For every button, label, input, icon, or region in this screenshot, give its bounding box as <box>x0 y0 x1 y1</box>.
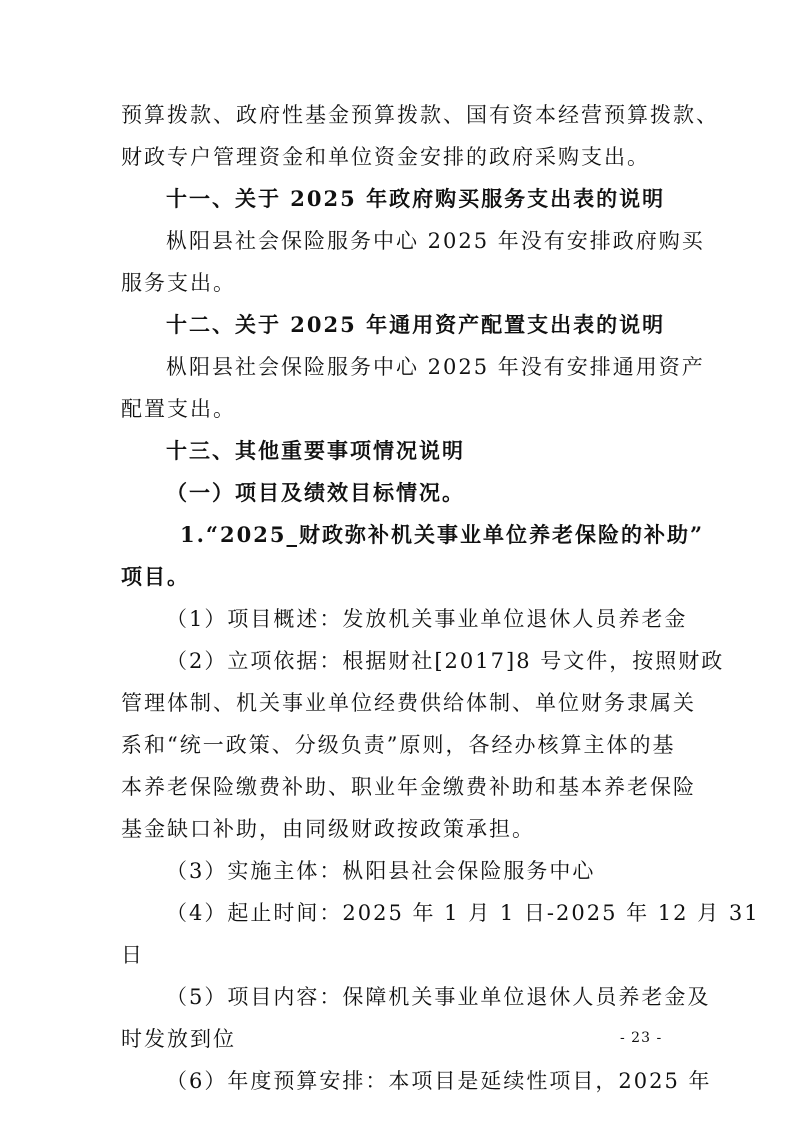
body-text-line: 服务支出。 <box>121 271 236 295</box>
body-text-line: 日 <box>121 943 144 967</box>
item-overview: （1）项目概述：发放机关事业单位退休人员养老金 <box>166 607 688 631</box>
body-text-line: 枞阳县社会保险服务中心 2025 年没有安排政府购买 <box>166 229 705 253</box>
body-text-line: 本养老保险缴费补助、职业年金缴费补助和基本养老保险 <box>121 775 696 799</box>
body-text-line: 时发放到位 <box>121 1027 236 1051</box>
section-heading-12: 十二、关于 2025 年通用资产配置支出表的说明 <box>166 312 666 337</box>
item-budget: （6）年度预算安排：本项目是延续性项目，2025 年 <box>166 1069 712 1093</box>
item-basis: （2）立项依据：根据财社[2017]8 号文件，按照财政 <box>166 649 725 673</box>
subsection-heading: （一）项目及绩效目标情况。 <box>166 480 465 505</box>
page-number: - 23 - <box>620 1030 663 1046</box>
project-title-continued: 项目。 <box>121 564 190 589</box>
item-content: （5）项目内容：保障机关事业单位退休人员养老金及 <box>166 985 711 1009</box>
body-text-line: 枞阳县社会保险服务中心 2025 年没有安排通用资产 <box>166 355 705 379</box>
body-text-line: 管理体制、机关事业单位经费供给体制、单位财务隶属关 <box>121 691 696 715</box>
project-title: 1.“2025_财政弥补机关事业单位养老保险的补助” <box>180 522 705 547</box>
body-text-line: 财政专户管理资金和单位资金安排的政府采购支出。 <box>121 145 650 169</box>
body-text-line: 系和“统一政策、分级负责”原则，各经办核算主体的基 <box>121 733 676 757</box>
section-heading-11: 十一、关于 2025 年政府购买服务支出表的说明 <box>166 186 666 211</box>
body-text-line: 基金缺口补助，由同级财政按政策承担。 <box>121 817 535 841</box>
section-heading-13: 十三、其他重要事项情况说明 <box>166 438 465 463</box>
body-text-line: 配置支出。 <box>121 397 236 421</box>
item-implementer: （3）实施主体：枞阳县社会保险服务中心 <box>166 859 596 883</box>
body-text-line: 预算拨款、政府性基金预算拨款、国有资本经营预算拨款、 <box>121 103 719 127</box>
item-period: （4）起止时间：2025 年 1 月 1 日-2025 年 12 月 31 <box>166 901 760 925</box>
